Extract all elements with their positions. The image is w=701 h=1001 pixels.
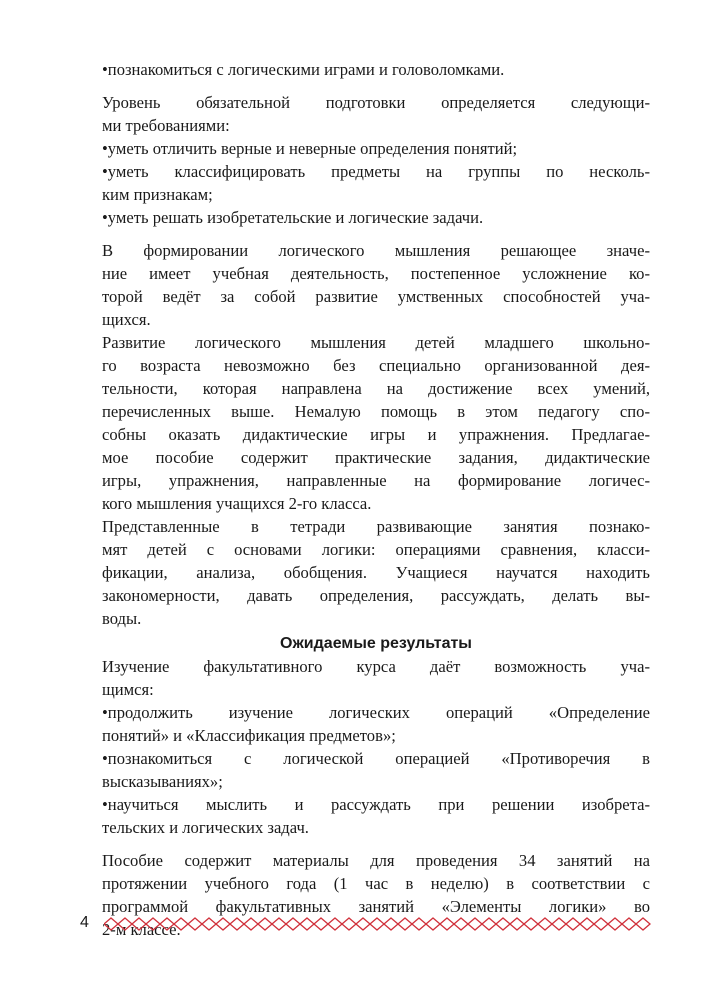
ornament-diamond: [104, 918, 118, 930]
page-number: 4: [80, 914, 89, 931]
ornament-diamond: [342, 918, 356, 930]
text-line: ние имеет учебная деятельность, постепенное усложнение ко-: [102, 264, 650, 283]
text-line: ми требованиями:: [102, 116, 230, 135]
ornament-diamond: [636, 918, 650, 930]
text-line: щимся:: [102, 680, 154, 699]
ornament-diamond: [230, 918, 244, 930]
ornament-diamond: [622, 918, 636, 930]
ornament-diamond: [496, 918, 510, 930]
bullet-item: [102, 58, 650, 81]
paragraph-notebook: [102, 515, 650, 630]
ornament-diamond: [146, 918, 160, 930]
text-line: Развитие логического мышления детей младшего школьно-: [102, 333, 650, 352]
text-line: собны оказать дидактические игры и упражнения. Предлагае-: [102, 425, 650, 444]
text-line: воды.: [102, 609, 142, 628]
text-line: ким признакам;: [102, 185, 213, 204]
ornament-diamond: [538, 918, 552, 930]
text-line: Пособие содержит материалы для проведения 34 занятий на: [102, 851, 650, 870]
ornament-diamond: [118, 918, 132, 930]
bullet-item: •уметь классифицировать предметы на группы по несколь-: [102, 162, 650, 181]
text-line: протяжении учебного года (1 час в неделю) в соответствии с: [102, 874, 650, 893]
ornament-diamond: [300, 918, 314, 930]
ornament-diamond: [594, 918, 608, 930]
ornament-diamond: [244, 918, 258, 930]
ornament-diamond: [510, 918, 524, 930]
ornament-diamond: [286, 918, 300, 930]
text-line: высказываниях»;: [102, 772, 223, 791]
ornament-diamond: [370, 918, 384, 930]
ornament-diamond: [216, 918, 230, 930]
text-line: В формировании логического мышления решающее значе-: [102, 241, 650, 260]
ornament-diamond: [580, 918, 594, 930]
text-line: тельских и логических задач.: [102, 818, 309, 837]
text-line: игры, упражнения, направленные на формирование логичес-: [102, 471, 650, 490]
text-line: тельности, которая направлена на достижение всех умений,: [102, 379, 650, 398]
text-line: мят детей с основами логики: операциями сравнения, класси-: [102, 540, 650, 559]
ornament-diamond: [174, 918, 188, 930]
text-line: мое пособие содержит практические задания, дидактические: [102, 448, 650, 467]
bullet-item: •уметь отличить верные и неверные определения понятий;: [102, 139, 518, 158]
text-line: фикации, анализа, обобщения. Учащиеся научатся находить: [102, 563, 650, 582]
ornament-diamond: [314, 918, 328, 930]
paragraph-formation: [102, 239, 650, 331]
text-line: щихся.: [102, 310, 151, 329]
ornament-diamond: [398, 918, 412, 930]
diamond-ornament-border: [104, 916, 660, 932]
text-line: понятий» и «Классификация предметов»;: [102, 726, 396, 745]
text-line: Представленные в тетради развивающие занятия познако-: [102, 517, 650, 536]
text-line: 2-м классе.: [102, 920, 181, 939]
ornament-diamond: [524, 918, 538, 930]
paragraph-requirements: [102, 91, 650, 229]
ornament-diamond: [440, 918, 454, 930]
section-heading: Ожидаемые результаты: [280, 635, 472, 652]
ornament-diamond: [608, 918, 622, 930]
ornament-diamond: [202, 918, 216, 930]
ornament-diamond: [160, 918, 174, 930]
ornament-diamond: [356, 918, 370, 930]
ornament-diamond: [258, 918, 272, 930]
bullet-item: •познакомиться с логической операцией «Противоречия в: [102, 749, 650, 768]
ornament-diamond: [552, 918, 566, 930]
text-line: кого мышления учащихся 2-го класса.: [102, 494, 372, 513]
ornament-diamond: [426, 918, 440, 930]
ornament-diamond: [482, 918, 496, 930]
ornament-diamond: [384, 918, 398, 930]
page-body: [102, 58, 650, 941]
text-line: го возраста невозможно без специально организованной дея-: [102, 356, 650, 375]
ornament-diamond: [412, 918, 426, 930]
ornament-diamond: [132, 918, 146, 930]
text-line: перечисленных выше. Немалую помощь в этом педагогу спо-: [102, 402, 650, 421]
text-line: программой факультативных занятий «Элементы логики» во: [102, 897, 650, 916]
ornament-diamond: [188, 918, 202, 930]
paragraph-results: [102, 655, 650, 839]
bullet-item: •уметь решать изобретательские и логические задачи.: [102, 208, 484, 227]
ornament-diamond: [272, 918, 286, 930]
ornament-diamond: [468, 918, 482, 930]
ornament-diamond: [454, 918, 468, 930]
text-line: Уровень обязательной подготовки определяется следующи-: [102, 93, 650, 112]
text-line: закономерности, давать определения, рассуждать, делать вы-: [102, 586, 650, 605]
paragraph-development: [102, 331, 650, 515]
text-line: •познакомиться с логическими играми и головоломками.: [102, 60, 505, 79]
bullet-item: •продолжить изучение логических операций «Определение: [102, 703, 650, 722]
ornament-diamond: [328, 918, 342, 930]
bullet-item: •научиться мыслить и рассуждать при решении изобрета-: [102, 795, 650, 814]
text-line: Изучение факультативного курса даёт возможность уча-: [102, 657, 650, 676]
page-footer: [80, 912, 660, 936]
ornament-diamond: [566, 918, 580, 930]
text-line: торой ведёт за собой развитие умственных способностей уча-: [102, 287, 650, 306]
